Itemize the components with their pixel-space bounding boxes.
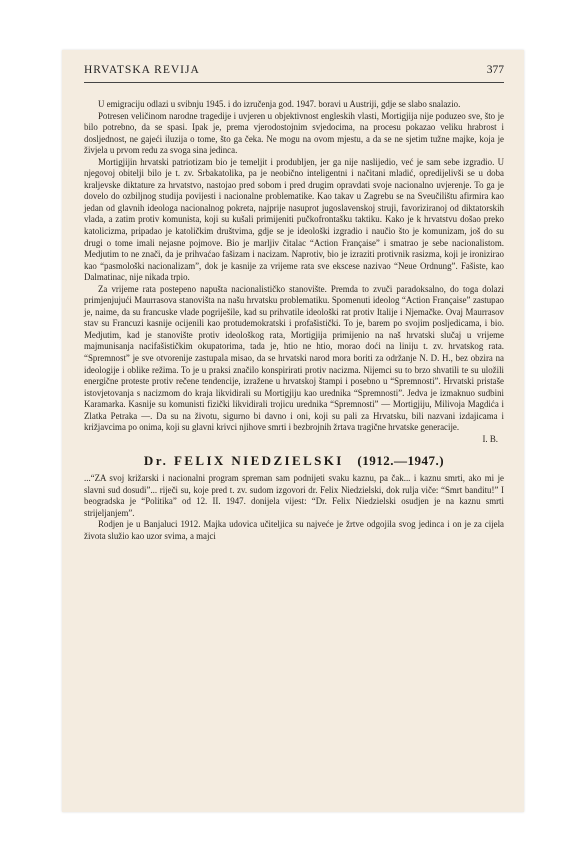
paragraph: U emigraciju odlazi u svibnju 1945. i do izručenja god. 1947. boravi u Austriji, gdje se slabo snalazio. — [98, 99, 461, 109]
paragraph: Rodjen je u Banjaluci 1912. Majka udovica učiteljica su najveće je žrtve odgojila svog jedinca i on je za cijela života služio kao uzor svima, a majci — [84, 519, 504, 541]
running-title: HRVATSKA REVIJA — [84, 64, 200, 76]
magazine-page — [62, 50, 524, 812]
paragraph: Za vrijeme rata postepeno napušta nacionalističko stanovište. Premda to zvuči paradoksalno, do toga dolazi primjenjujući Maurrasova stanovišta na našu hrvatsku problematiku. Spomenuti ideolog “Action Française” zastupao je, naime, da su francuske vlade pogriješile, kad su prihvatile ideološki rat protiv Italije i Njemačke. Ovaj Maurrasov stav su Francuzi kasnije ocijenili kao protudemokratski i profašistički. To je, barem po svojim posljedicama, i bio. Medjutim, kad je stanovište protiv ideološkog rata, Mortigjija primijenio na naš hrvatski slučaj u vrijeme majmunisanja nacifašističkim okupatorima, tada je, htio ne htio, morao doći na liniju t. zv. hrvatskog rata. “Spremnost” je sve otvorenije zastupala misao, da se hrvatski narod mora boriti za održanje N. D. H., bez obzira na ideologije i oblike režima. To je u praksi značilo konspirirati protiv nacizma. Nijemci su to brzo shvatili te su uložili energične proteste protiv rečene tendencije, izražene u hrvatskoj štampi i posebno u “Spremnosti”. Hrvatski pristaše istovjetovanja s nacizmom do kraja likvidirali su Mortigjiju kao urednika “Spremnosti”. Jedva je izmaknuo sudbini Karamarka. Kasnije su komunisti fizički likvidirali trojicu urednika “Spremnosti” — Mortigjiju, Milivoja Magdića i Zlatka Petraka —. Da su na životu, sigurno bi davno i oni, koji su pali za Hrvatsku, bili nazvani izdajicama i križjavcima po onima, koji su glavni krivci njihove smrti i bezbrojnih žrtava tragične hrvatske generacije. — [84, 283, 504, 433]
article-years: (1912.—1947.) — [357, 453, 445, 469]
paragraph: Potresen veličinom narodne tragedije i uvjeren u objektivnost engleskih vlasti, Mortigjija nije poduzeo sve, što je bilo potrebno, da se spasi. Ipak je, prema vjerodostojnim svjedocima, na procesu pokazao veliku hrabrost i dosljednost, ne gajeći iluzija o tome, što ga čeka. Ne mogu na ovom mjestu, a da se ne sjetim tužne majke, koja je živjela u prvom redu za svoga sina jedinca. — [84, 110, 504, 156]
paragraph: ...“ZA svoj križarski i nacionalni program spreman sam podnijeti svaku kaznu, pa čak... i kaznu smrti, ako mi je slavni sud dosudi”... riječi su, koje pred t. zv. sudom izgovori dr. Felix Niedzielski, dok rulja viče: “Smrt banditu!” I beogradska je “Politika” od 12. II. 1947. donijela vijest: “Dr. Felix Niedzielski osudjen je na kaznu smrti strijeljanjem”. — [84, 472, 504, 518]
page-number: 377 — [486, 64, 504, 76]
author-signature: I. B. — [482, 433, 498, 444]
author-signature-line — [84, 434, 504, 446]
page-header — [84, 62, 504, 83]
article-title: Dr. FELIX NIEDZIELSKI — [143, 453, 344, 469]
paragraph: Mortigjijin hrvatski patriotizam bio je temeljit i produbljen, jer ga nije naslijedio, već je sam sebe izgradio. U njegovoj obitelji bilo je t. zv. Srbakatolika, pa je neobično inteligentni i načitani mladić, opredijelivši se u doba kraljevske diktature za hrvatstvo, nastojao pred sobom i pred drugim opravdati svoje nacionalno uvjerenje. To ga je dovelo do ozbiljnog studija povijesti i nacionalne problematike. Kao takav u Zagrebu se na Sveučilištu afirmira kao jedan od glavnih ideologa nacionalnog pokreta, najprije nasuprot jugoslavenskoj struji, favoriziranoj od diktatorskih vlada, a zatim protiv komunista, koji su kušali primijeniti pučkofrontašku taktiku. Kako je k hrvatstvu došao preko katolicizma, pripadao je katoličkim društvima, gdje se je ideološki izgradio i naučio što je komunizam, još do su drugi o tome imali nejasne pojmove. Bio je marljiv čitalac “Action Française” i smatrao je sebe nacionalistom. Medjutim to ne znači, da je prihvaćao fašizam i nacizam. Naprotiv, bio je izraziti protivnik rasizma, koji je ironizirao kao “pasmološki nacionalizam”, dok je kasnije za vrijeme rata sve ekscese nazivao “Neue Ordnung”. Fašiste, kao Dalmatinac, nije nikada trpio. — [84, 156, 504, 283]
page-body — [84, 99, 504, 542]
article-heading — [84, 455, 504, 467]
